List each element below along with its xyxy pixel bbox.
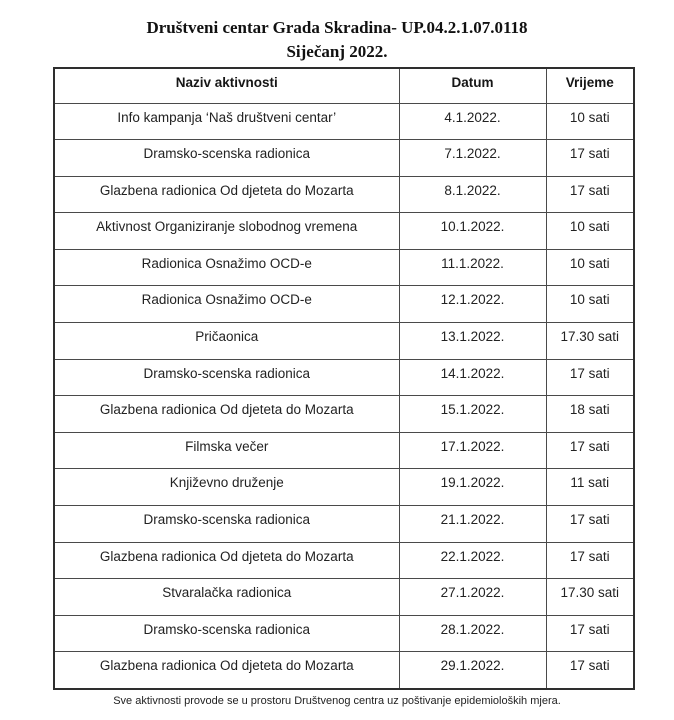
date-cell: 7.1.2022. [399, 140, 546, 177]
time-cell: 17 sati [546, 359, 634, 396]
date-cell: 4.1.2022. [399, 103, 546, 140]
activity-cell: Radionica Osnažimo OCD-e [54, 286, 399, 323]
table-row [54, 249, 634, 286]
time-cell: 10 sati [546, 213, 634, 250]
date-cell: 28.1.2022. [399, 615, 546, 652]
date-cell: 19.1.2022. [399, 469, 546, 506]
time-cell: 17 sati [546, 432, 634, 469]
page-title: Društveni centar Grada Skradina- UP.04.2.1.07.0118 [146, 18, 528, 37]
activity-cell: Stvaralačka radionica [54, 579, 399, 616]
time-cell: 17 sati [546, 652, 634, 689]
activity-cell: Info kampanja ‘Naš društveni centar’ [54, 103, 399, 140]
activity-cell: Dramsko-scenska radionica [54, 506, 399, 543]
table-header-row [54, 68, 634, 103]
activity-cell: Dramsko-scenska radionica [54, 140, 399, 177]
table-row [54, 506, 634, 543]
time-cell: 11 sati [546, 469, 634, 506]
column-header-activity: Naziv aktivnosti [54, 68, 399, 103]
time-cell: 17 sati [546, 542, 634, 579]
time-cell: 17.30 sati [546, 579, 634, 616]
table-row [54, 652, 634, 689]
column-header-date: Datum [399, 68, 546, 103]
activity-cell: Glazbena radionica Od djeteta do Mozarta [54, 652, 399, 689]
date-cell: 21.1.2022. [399, 506, 546, 543]
table-row [54, 103, 634, 140]
activity-cell: Glazbena radionica Od djeteta do Mozarta [54, 396, 399, 433]
title-block [0, 15, 674, 64]
table-row [54, 615, 634, 652]
activity-cell: Dramsko-scenska radionica [54, 359, 399, 396]
time-cell: 18 sati [546, 396, 634, 433]
page-subtitle: Siječanj 2022. [286, 42, 388, 61]
date-cell: 15.1.2022. [399, 396, 546, 433]
table-row [54, 323, 634, 360]
table-row [54, 213, 634, 250]
time-cell: 17 sati [546, 140, 634, 177]
table-row [54, 469, 634, 506]
activity-cell: Pričaonica [54, 323, 399, 360]
column-header-time: Vrijeme [546, 68, 634, 103]
date-cell: 10.1.2022. [399, 213, 546, 250]
date-cell: 22.1.2022. [399, 542, 546, 579]
time-cell: 10 sati [546, 286, 634, 323]
time-cell: 17 sati [546, 506, 634, 543]
date-cell: 11.1.2022. [399, 249, 546, 286]
table-row [54, 359, 634, 396]
table-row [54, 286, 634, 323]
date-cell: 13.1.2022. [399, 323, 546, 360]
date-cell: 29.1.2022. [399, 652, 546, 689]
date-cell: 14.1.2022. [399, 359, 546, 396]
activity-cell: Aktivnost Organiziranje slobodnog vremena [54, 213, 399, 250]
table-row [54, 140, 634, 177]
table-row [54, 579, 634, 616]
activity-cell: Radionica Osnažimo OCD-e [54, 249, 399, 286]
time-cell: 17.30 sati [546, 323, 634, 360]
time-cell: 17 sati [546, 615, 634, 652]
time-cell: 10 sati [546, 249, 634, 286]
activity-cell: Filmska večer [54, 432, 399, 469]
date-cell: 12.1.2022. [399, 286, 546, 323]
activity-cell: Književno druženje [54, 469, 399, 506]
date-cell: 17.1.2022. [399, 432, 546, 469]
time-cell: 17 sati [546, 176, 634, 213]
table-row [54, 432, 634, 469]
table-row [54, 176, 634, 213]
activity-cell: Dramsko-scenska radionica [54, 615, 399, 652]
time-cell: 10 sati [546, 103, 634, 140]
table-row [54, 542, 634, 579]
table-body [54, 103, 634, 689]
date-cell: 27.1.2022. [399, 579, 546, 616]
date-cell: 8.1.2022. [399, 176, 546, 213]
table-row [54, 396, 634, 433]
activity-cell: Glazbena radionica Od djeteta do Mozarta [54, 176, 399, 213]
activity-schedule-table [53, 67, 635, 690]
footer-note: Sve aktivnosti provode se u prostoru Društvenog centra uz poštivanje epidemioloških mjera. [113, 695, 561, 707]
activity-cell: Glazbena radionica Od djeteta do Mozarta [54, 542, 399, 579]
